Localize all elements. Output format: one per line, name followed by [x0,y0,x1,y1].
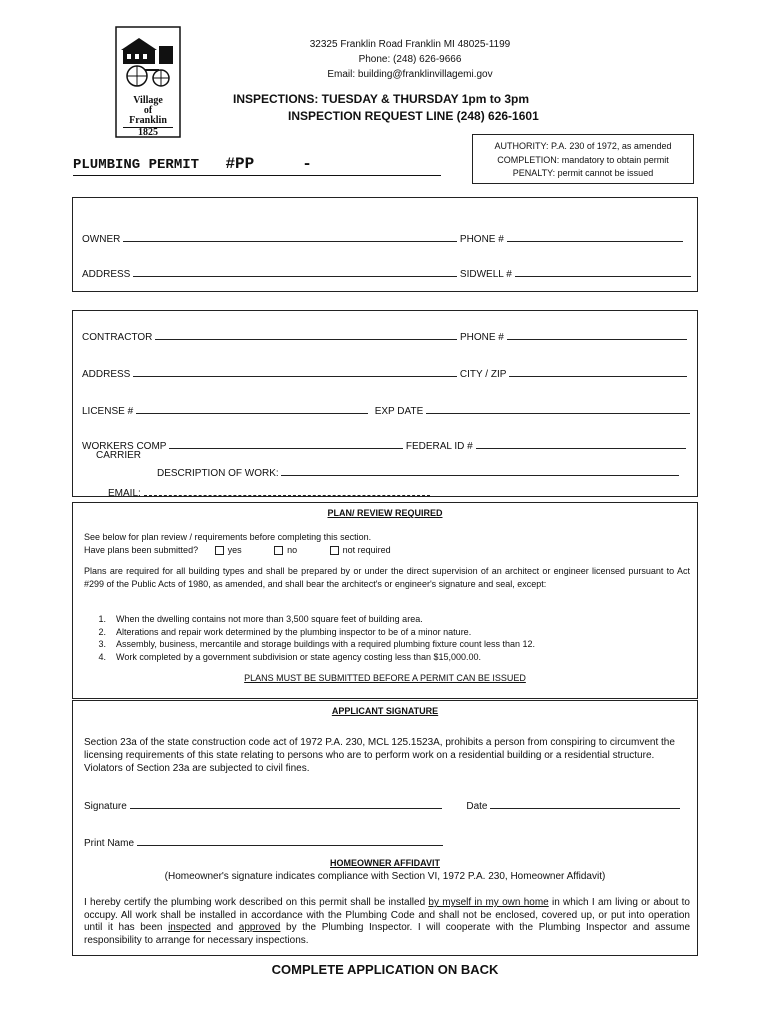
list-item: 1. When the dwelling contains not more than 3,500 square feet of building area. [98,614,423,624]
logo-line-1: Village [133,95,163,106]
yes-checkbox[interactable] [215,546,224,555]
yes-label: yes [227,545,242,555]
plan-review-intro: See below for plan review / requirements before completing this section. [84,532,372,542]
print-name-field[interactable] [137,834,443,846]
contractor-phone-label: PHONE # [459,332,504,343]
signature-label: Signature [84,801,127,812]
owner-phone-label: PHONE # [459,234,504,245]
print-name-label: Print Name [84,838,135,849]
logo-year: 1825 [123,127,173,138]
description-label: DESCRIPTION OF WORK: [157,468,279,479]
owner-field[interactable] [123,230,457,242]
authority-line: AUTHORITY: P.A. 230 of 1972, as amended [494,141,672,151]
owner-label: OWNER [82,234,121,245]
header-email: Email: building@franklinvillagemi.gov [327,69,493,80]
list-item: 4. Work completed by a government subdivision or state agency costing less than $15,000.00. [98,651,482,662]
contractor-field[interactable] [155,328,457,340]
contractor-label: CONTRACTOR [82,332,153,343]
logo-line-3: Franklin [129,115,167,126]
date-label: Date [466,801,488,812]
federal-id-label: FEDERAL ID # [405,441,473,452]
penalty-line: PENALTY: permit cannot be issued [512,168,654,178]
exp-date-label: EXP DATE [374,406,424,417]
owner-phone-field[interactable] [507,230,683,242]
not-required-checkbox[interactable] [330,546,339,555]
license-field[interactable] [136,402,368,414]
village-logo [115,26,181,138]
date-field[interactable] [490,797,680,809]
permit-title-label: PLUMBING PERMIT [73,157,200,173]
list-item: 2. Alterations and repair work determined by the plumbing inspector to be of a minor nature. [98,626,472,637]
city-zip-field[interactable] [509,365,687,377]
affidavit-heading: HOMEOWNER AFFIDAVIT [330,858,440,868]
no-checkbox[interactable] [274,546,283,555]
affidavit-subheading: (Homeowner's signature indicates compliance with Section VI, 1972 P.A. 230, Homeowner Affidavit) [164,871,606,882]
carrier-label: CARRIER [96,450,142,461]
no-label: no [287,545,298,555]
exp-date-field[interactable] [426,402,690,414]
contractor-phone-field[interactable] [507,328,687,340]
description-field[interactable] [281,464,679,476]
signature-field[interactable] [130,797,442,809]
contractor-address-label: ADDRESS [82,369,131,380]
email-field[interactable] [144,484,430,496]
plans-submitted-question: Have plans been submitted? [84,545,199,555]
completion-line: COMPLETION: mandatory to obtain permit [497,154,669,165]
contractor-address-field[interactable] [133,365,457,377]
authority-box [472,134,694,184]
list-item: 3. Assembly, business, mercantile and storage buildings with a required plumbing fixture count less than 12. [98,639,536,649]
applicant-heading: APPLICANT SIGNATURE [331,706,439,716]
sidwell-label: SIDWELL # [459,269,512,280]
plans-must-be-submitted: PLANS MUST BE SUBMITTED BEFORE A PERMIT CAN BE ISSUED [244,673,526,683]
plan-review-heading: PLAN/ REVIEW REQUIRED [327,508,443,518]
city-zip-label: CITY / ZIP [459,369,507,380]
email-label: EMAIL: [108,488,141,499]
section-23a-paragraph: Section 23a of the state construction code act of 1972 P.A. 230, MCL 125.1523A, prohibits a person from conspiring to circumvent the licensing requirements of this state relating to persons who are to perform work on a residential building or a residential structure. Violators of Section 23a are subjected to civil fines. [84,737,675,774]
permit-number: #PP - [225,155,312,173]
federal-id-field[interactable] [476,437,686,449]
workers-comp-field[interactable] [169,437,403,449]
header-address: 32325 Franklin Road Franklin MI 48025-1199 [309,39,511,50]
inspection-request-line: INSPECTION REQUEST LINE (248) 626-1601 [288,109,539,123]
license-label: LICENSE # [82,406,134,417]
affidavit-paragraph: I hereby certify the plumbing work described on this permit shall be installed by myself in my own home in which I am living or about to occupy. All work shall be installed in accordance with the Plumbing Code and shall not be enclosed, covered up, or put into operation until it has been inspected and approved by the Plumbing Inspector. I will cooperate with the Plumbing Inspector and assume responsibility to arrange for necessary inspections. [84,897,690,946]
owner-address-field[interactable] [133,265,457,277]
owner-address-label: ADDRESS [82,269,131,280]
not-required-label: not required [342,545,391,555]
logo-line-2: of [143,105,153,116]
exceptions-list [70,613,690,663]
header-phone: Phone: (248) 626-9666 [358,54,462,65]
sidwell-field[interactable] [515,265,691,277]
inspection-hours: INSPECTIONS: TUESDAY & THURSDAY 1pm to 3pm [233,92,530,106]
page-title [73,155,441,176]
workers-comp-label: WORKERS COMP [82,441,167,452]
plans-required-paragraph: Plans are required for all building types and shall be prepared by or under the direct supervision of an architect or engineer licensed pursuant to Act #299 of the Public Acts of 1980, as amended, and shall bear the architect's or engineer's signature and seal, except: [84,566,690,589]
complete-on-back: COMPLETE APPLICATION ON BACK [271,962,499,977]
